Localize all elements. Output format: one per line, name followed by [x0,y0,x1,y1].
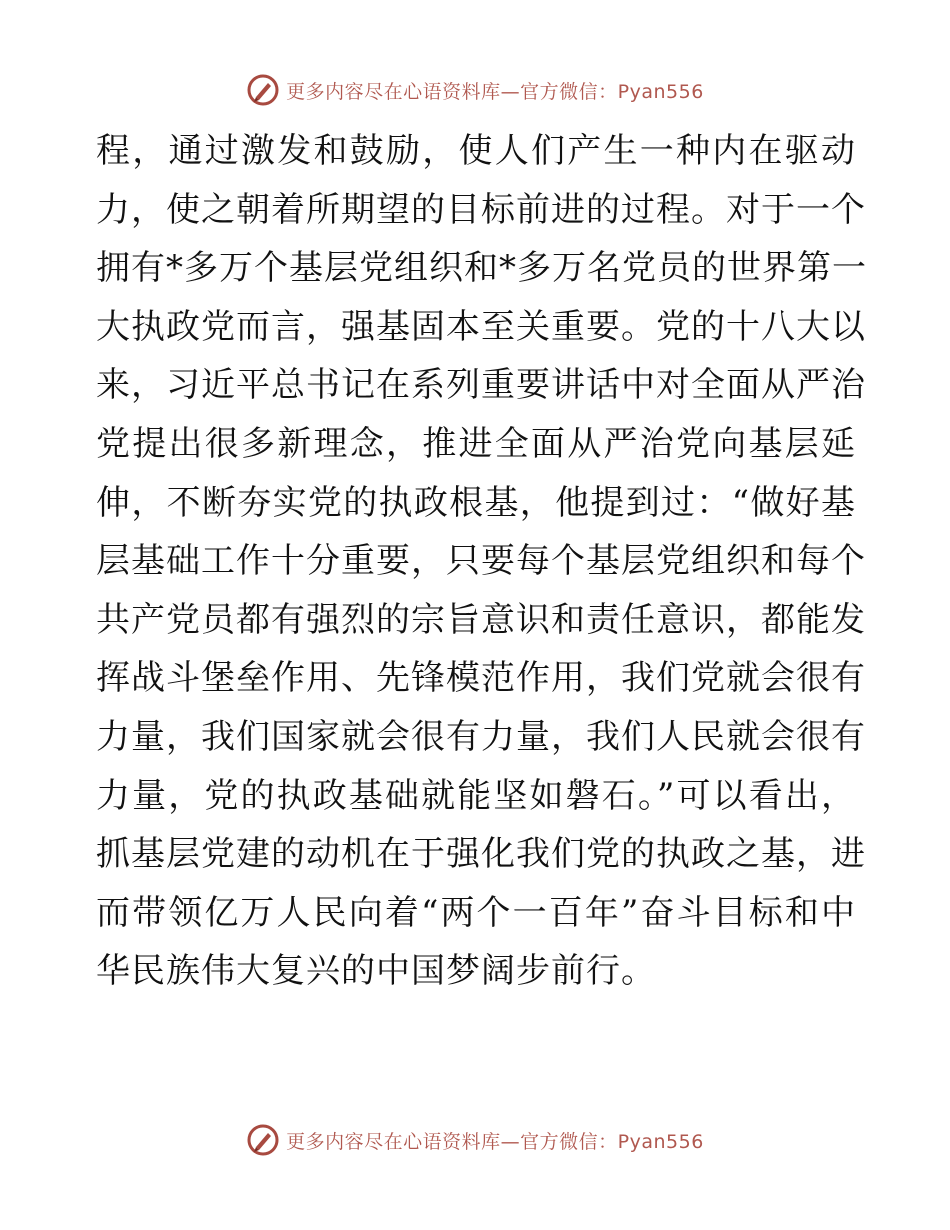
text-line: 拥有*多万个基层党组织和*多万名党员的世界第一 [96,248,867,289]
footer-banner [0,1120,950,1160]
text-line: 来，习近平总书记在系列重要讲话中对全面从严治 [96,365,866,406]
text-line: 程，通过激发和鼓励，使人们产生一种内在驱动 [96,131,856,171]
text-line: 抓基层党建的动机在于强化我们党的执政之基，进 [96,834,866,875]
document-body [96,122,867,1001]
text-line: 而带领亿万人民向着“两个一百年”奋斗目标和中 [96,892,856,933]
pen-logo-icon [246,73,280,107]
pen-logo-icon [246,1123,280,1157]
footer-banner-text: 更多内容尽在心语资料库—官方微信：Pyan556 [286,1130,704,1153]
header-banner [0,70,950,110]
text-line: 挥战斗堡垒作用、先锋模范作用，我们党就会很有 [96,658,866,699]
text-line: 力，使之朝着所期望的目标前进的过程。对于一个 [96,189,866,230]
text-line: 力量，我们国家就会很有力量，我们人民就会很有 [96,716,866,757]
text-line: 党提出很多新理念，推进全面从严治党向基层延 [96,423,856,464]
header-banner-text: 更多内容尽在心语资料库—官方微信：Pyan556 [286,80,704,103]
text-line: 华民族伟大复兴的中国梦阔步前行。 [96,951,656,992]
text-line: 伸，不断夯实党的执政根基，他提到过：“做好基 [96,482,856,523]
text-line: 共产党员都有强烈的宗旨意识和责任意识，都能发 [96,599,866,640]
text-line: 力量，党的执政基础就能坚如磐石。”可以看出， [96,775,856,816]
text-line: 层基础工作十分重要，只要每个基层党组织和每个 [96,541,866,582]
text-line: 大执政党而言，强基固本至关重要。党的十八大以 [96,306,866,347]
